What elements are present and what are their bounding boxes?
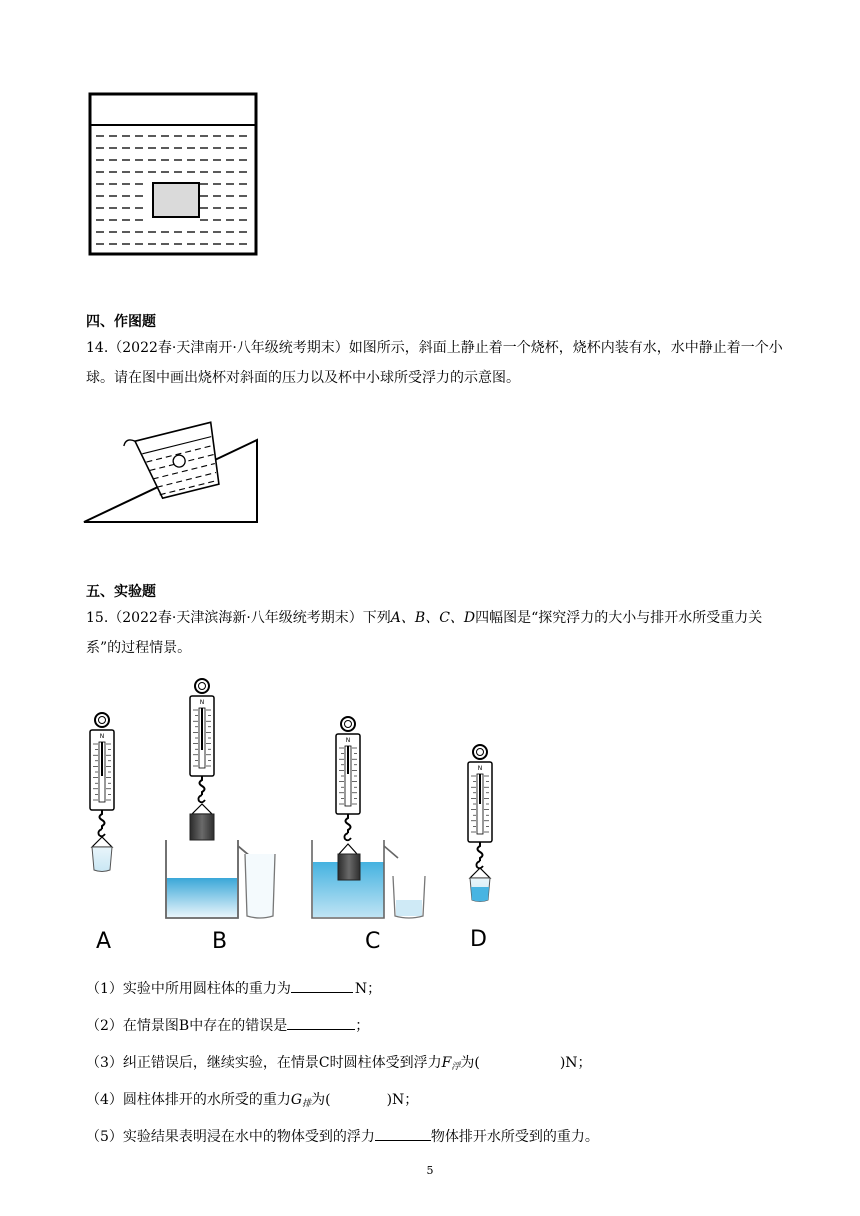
q1-unit: N； (354, 981, 382, 997)
overflow-container-b (166, 840, 275, 918)
q2-answer-blank[interactable] (287, 1015, 355, 1030)
spring-scale-b (190, 679, 214, 840)
q2-text: （2）在情景图B中存在的错误是 (86, 1018, 288, 1034)
q3-open: 为( (460, 1055, 480, 1071)
spring-scale-experiment-figure (80, 672, 520, 960)
question-15-part-3 (86, 1052, 592, 1072)
section-heading-experiment: 五、实验题 (86, 584, 156, 600)
scale-c-unit: N (345, 737, 351, 744)
spring-scale-c (336, 717, 360, 840)
question-15-part-2 (86, 1015, 369, 1035)
q4-symbol: G (290, 1092, 303, 1108)
q3-close: )N； (559, 1055, 592, 1071)
scale-a-unit: N (99, 733, 105, 740)
figure-label-b: B (212, 929, 228, 954)
q4-subscript: 排 (302, 1099, 312, 1109)
spring-scale-d (468, 745, 492, 902)
figure-label-d: D (470, 927, 487, 952)
section-heading-drawing: 四、作图题 (86, 314, 156, 330)
figure-label-a: A (96, 929, 112, 954)
q4-text: （4）圆柱体排开的水所受的重力 (86, 1092, 291, 1108)
q5-text: （5）实验结果表明浸在水中的物体受到的浮力 (86, 1129, 375, 1145)
q2-end: ； (355, 1018, 370, 1034)
scale-d-unit: N (477, 765, 483, 772)
question-15-letters: A、B、C、D (390, 610, 476, 626)
page-number: 5 (426, 1164, 434, 1177)
question-14-text: 14.（2022春·天津南开·八年级统考期末）如图所示，斜面上静止着一个烧杯，烧杯内装有水，水中静止着一个小球。请在图中画出烧杯对斜面的压力以及杯中小球所受浮力的示意图。 (86, 340, 783, 386)
question-15-part-4 (86, 1089, 418, 1109)
question-15-intro-b: 四幅图是“探究浮力的大小与排开水所受重力关系”的过程情景。 (86, 610, 763, 656)
q5-answer-blank[interactable] (375, 1126, 431, 1141)
q1-answer-blank[interactable] (291, 978, 353, 993)
q3-symbol: F (441, 1055, 452, 1071)
question-15-part-1 (86, 978, 381, 998)
incline-beaker-figure (80, 400, 270, 526)
question-15-intro (86, 603, 786, 663)
question-15-intro-a: 15.（2022春·天津滨海新·八年级统考期末）下列 (86, 610, 391, 626)
q3-subscript: 浮 (451, 1062, 461, 1072)
q4-close: )N； (386, 1092, 419, 1108)
figure-label-c: C (365, 929, 381, 954)
spring-scale-a (90, 713, 114, 872)
container-block-figure (88, 92, 260, 258)
q1-text: （1）实验中所用圆柱体的重力为 (86, 981, 291, 997)
overflow-container-c (312, 840, 425, 918)
q4-open: 为( (311, 1092, 331, 1108)
q5-end: 物体排开水所受到的重力。 (430, 1129, 599, 1145)
q3-text: （3）纠正错误后，继续实验，在情景C时圆柱体受到浮力 (86, 1055, 442, 1071)
question-15-part-5 (86, 1126, 599, 1146)
scale-b-unit: N (199, 699, 205, 706)
